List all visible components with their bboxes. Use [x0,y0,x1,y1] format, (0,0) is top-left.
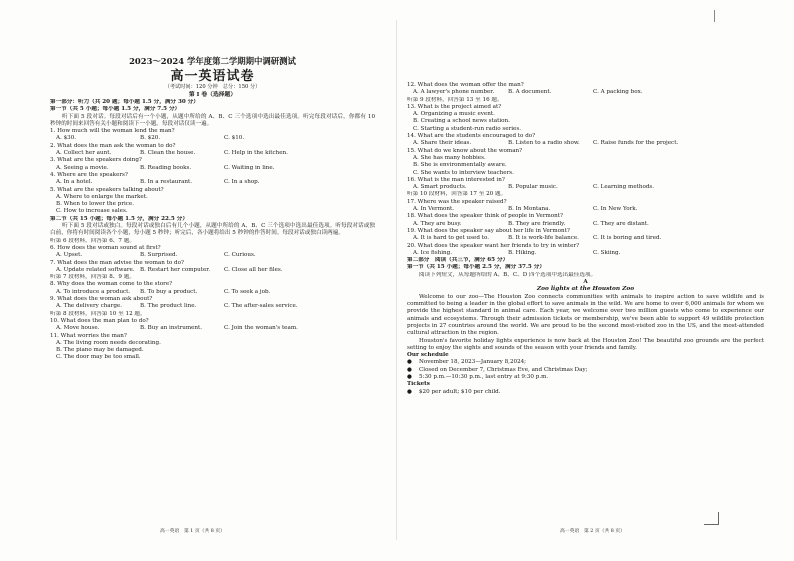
options-row [50,252,375,259]
part2-heading: 第二部分 阅读（共三节，满分 65 分） [407,257,509,264]
option-a: A. Ice fishing. [413,249,452,256]
question-stem: 7. What does the man advise the woman to do? [50,259,184,266]
right-page [397,0,794,561]
option-a: A. In a hotel. [56,179,93,186]
text10-instruction: 听第 10 段材料，回答第 17 至 20 题。 [407,191,507,198]
options-row [407,206,764,213]
option-b: B. Buy an instrument. [140,325,203,332]
option-b: B. Surprised. [140,252,178,259]
option-a: A. Collect her aunt. [56,150,112,157]
option-b: B. She is environmentally aware. [413,162,507,169]
options-row [50,165,375,172]
options-row [407,89,764,96]
option-a: A. Update related software. [56,266,135,273]
section2-instructions: 听下面 5 段对话或独白。每段对话或独白后有几个小题，从题中所给的 A、B、C 三个选项中选出最佳选项。听每段对话或独白前，你将有时间阅读各个小题，每小题 5 秒钟；听完后，各小题将给出 5 秒钟的作答时间。每段对话或独白读两遍。 [50,223,375,237]
options-row [407,184,764,191]
option-a: A. They are busy. [413,220,462,227]
options-row [407,235,764,242]
tickets-heading: Tickets [407,381,430,388]
options-row [50,267,375,274]
question-19 [407,228,764,243]
schedule-heading: Our schedule [407,352,449,359]
option-b: B. Clean the house. [140,150,196,157]
option-c: C. How to increase sales. [56,208,128,215]
option-a: A. Move house. [56,325,100,332]
question-stem: 6. How does the woman sound at first? [50,244,161,251]
option-a: A. $30. [56,135,77,142]
option-a: A. Upset. [56,252,83,259]
option-a: A. Smart products. [413,184,467,191]
question-17 [407,199,764,214]
options-row [407,221,764,228]
bullet-icon: ● [407,388,412,395]
option-b: B. Hiking. [508,249,537,256]
bullet-icon: ● [407,359,412,366]
option-c: C. She wants to interview teachers. [413,169,514,176]
question-11 [50,333,375,362]
option-c: C. In New York. [593,206,638,213]
question-10 [50,318,375,333]
schedule-item-text: November 18, 2023—January 8,2024; [419,359,527,366]
option-a: A. Organizing a music event. [413,111,495,118]
question-stem: 9. What does the woman ask about? [50,296,153,303]
question-stem: 15. What do we know about the woman? [407,147,523,154]
question-stem: 12. What does the woman offer the man? [407,82,524,88]
options-row [50,303,375,310]
question-1 [50,128,375,143]
option-a: A. Share their ideas. [413,140,472,147]
tickets-item-text: $20 per adult; $10 per child. [419,388,501,395]
question-16 [407,177,764,192]
question-stem: 3. What are the speakers doing? [50,157,142,164]
option-b: B. Restart her computer. [140,266,211,273]
question-stem: 8. Why does the woman come to the store? [50,281,173,288]
question-stem: 4. Where are the speakers? [50,171,128,178]
option-b: B. A document. [508,89,552,96]
options-row [50,179,375,186]
question-9 [50,296,375,311]
option-b: B. Listen to a radio show. [508,140,580,147]
question-stem: 14. What are the students encouraged to do? [407,133,536,140]
option-c: C. Learning methods. [593,184,655,191]
option-a: A. The delivery charge. [56,303,122,310]
question-15 [407,148,764,177]
question-14 [407,133,764,148]
option-b: B. The piano may be damaged. [56,347,144,354]
option-c: C. It is boring and tired. [593,235,662,242]
option-c: C. Join the woman's team. [224,325,298,332]
option-c: C. In a shop. [224,179,260,186]
tickets-item [407,389,764,396]
right-page-footer: 高一英语 第 2 页（共 8 页） [560,529,625,534]
options-row [407,250,764,257]
option-a: A. Seeing a movie. [56,164,109,171]
option-a: A. It is hard to get used to. [413,235,489,242]
option-c: C. Close all her files. [224,266,283,273]
question-6 [50,245,375,260]
text8-instruction: 听第 8 段材料，回答第 10 至 12 题。 [50,310,146,317]
option-c: C. To seek a job. [224,288,271,295]
option-c: C. Raise funds for the project. [593,140,679,147]
option-a: A. To introduce a product. [56,288,131,295]
option-b: B. Creating a school news station. [413,118,510,125]
option-a: A. A lawyer's phone number. [413,89,495,96]
option-c: C. $10. [224,135,245,142]
option-a: A. In Vermont. [413,206,454,213]
option-b: B. The product line. [140,303,197,310]
schedule-item [407,359,764,366]
schedule-item-text: Closed on December 7, Christmas Eve, and Christmas Day; [419,366,588,373]
schedule-item-text: 5:30 p.m.—10:30 p.m., last entry at 9:30 p.m. [419,373,549,380]
option-c: C. Curious. [224,252,256,259]
question-stem: 19. What does the speaker say about her life in Vermont? [407,227,570,234]
option-b: B. They are friendly. [508,220,566,227]
option-b: B. To buy a product. [140,288,198,295]
question-stem: 1. How much will the woman lend the man? [50,128,175,135]
question-stem: 18. What does the speaker think of people in Vermont? [407,213,564,220]
text6-instruction: 听第 6 段材料，回答第 6、7 题。 [50,237,135,244]
question-8 [50,281,375,296]
question-stem: 2. What does the man ask the woman to do? [50,142,176,149]
bullet-icon: ● [407,366,412,373]
option-c: C. Skiing. [593,249,621,256]
question-20 [407,243,764,258]
question-5 [50,187,375,216]
option-b: B. In a restaurant. [140,179,193,186]
section2-heading: 第二节（共 15 小题；每小题 1.5 分，满分 22.5 分） [50,215,188,222]
option-c: C. They are distant. [593,220,649,227]
option-c: C. The after-sales service. [224,303,298,310]
question-stem: 10. What does the man plan to do? [50,317,149,324]
option-c: C. Help in the kitchen. [224,150,288,157]
option-b: B. When to lower the price. [56,201,135,208]
question-stem: 17. Where was the speaker raised? [407,198,507,205]
exam-info: （考试时间：120 分钟 总分：150 分） [164,84,261,90]
schedule-item [407,374,764,381]
option-b: B. In Montana. [508,206,551,213]
part1-heading: 第一部分：听力（共 20 题；每小题 1.5 分，满分 30 分） [50,99,199,105]
question-stem: 20. What does the speaker want her friends to try in winter? [407,242,580,249]
question-13 [407,104,764,133]
options-row [50,325,375,332]
passage-label: A [583,279,588,286]
option-c: C. The door may be too small. [56,354,141,361]
option-b: B. $20. [140,135,161,142]
passage-paragraph-1: Welcome to our zoo—The Houston Zoo connects communities with animals to inspire action to save wildlife and is committed to being a leader in the global effort to save animals in the wild. We are home to over 6,000 animals for whom we provide the highest standard in animal care. Each year, we welcome over two million guests who come to experience our animals and ecosystems. Through their admission tickets or membership, we've been able to support 49 wildlife protection projects in 27 countries around the world. We are proud to be the second most-visited zoo in the US, and the most-attended cultural attraction in the region. [407,293,764,337]
option-c: C. Waiting in line. [224,164,275,171]
question-3 [50,157,375,172]
text9-instruction: 听第 9 段材料，回答第 13 至 16 题。 [407,96,503,103]
exam-title-year: 2023～2024 学年度第二学期期中调研测试 [129,56,296,66]
section1-instructions: 听下面 5 段对话。每段对话后有一个小题，从题中所给的 A、B、C 三个选项中选出最佳选项。听完每段对话后，你都有 10 秒钟的时间来回答有关小题和阅读下一小题。每段对话仅读一遍。 [50,113,375,127]
question-stem: 11. What worries the man? [50,332,127,339]
text7-instruction: 听第 7 段材料，回答第 8、9 题。 [50,274,135,281]
question-2 [50,143,375,158]
passage-paragraph-2: Houston's favorite holiday lights experience is now back at the Houston Zoo! The beautiful zoo grounds are the perfect setting to enjoy the sights and sounds of the season with your friends and family. [407,337,764,351]
part2-section1-heading: 第一节（共 15 小题；每小题 2.5 分，满分 37.5 分） [407,264,545,271]
question-12 [407,82,764,97]
options-row [50,135,375,142]
option-b: B. Reading books. [140,164,192,171]
options-row [407,140,764,147]
part2-instructions: 阅读下列短文，从每题所给的 A、B、C、D 四个选项中选出最佳选项。 [419,271,597,278]
options-row [50,150,375,157]
option-a: A. The living room needs decorating. [56,339,161,346]
option-b: B. It is work-life balance. [508,235,579,242]
option-b: B. Popular music. [508,184,558,191]
option-c: C. A packing box. [593,89,643,96]
question-7 [50,260,375,275]
left-page-footer: 高一英语 第 1 页（共 8 页） [160,529,225,534]
question-stem: 16. What is the man interested in? [407,176,505,183]
question-18 [407,213,764,228]
option-a: A. Where to enlarge the market. [56,193,148,200]
option-a: A. She has many hobbies. [413,154,486,161]
question-stem: 5. What are the speakers talking about? [50,186,164,193]
passage-title: Zoo lights at the Houston Zoo [536,286,635,293]
question-4 [50,172,375,187]
bullet-icon: ● [407,373,412,380]
exam-title: 高一英语试卷 [170,69,255,84]
question-stem: 13. What is the project aimed at? [407,103,502,110]
option-c: C. Starting a student-run radio series. [413,125,521,132]
options-row [50,289,375,296]
schedule-item [407,367,764,374]
section1-heading: 第一节（共 5 小题；每小题 1.5 分，满分 7.5 分） [50,106,181,113]
volume-heading: 第 I 卷（选择题） [188,92,237,98]
